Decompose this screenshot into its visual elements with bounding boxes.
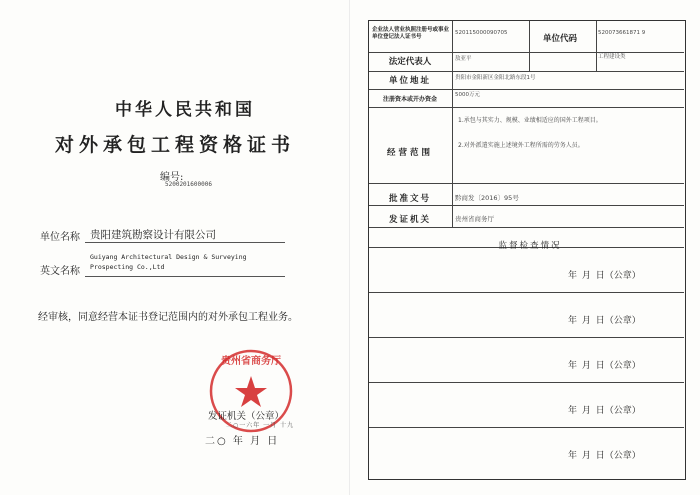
table-divider bbox=[369, 427, 684, 428]
table-divider bbox=[369, 227, 684, 228]
table-divider bbox=[369, 107, 684, 108]
scope-item: 1.承包与其实力、规模、业绩相适应的国外工程项目。 bbox=[458, 117, 602, 124]
svg-text:贵州省商务厅: 贵州省商务厅 bbox=[221, 356, 281, 367]
english-name-value: Guiyang Architectural Design & Surveying Prospecting Co.,Ltd bbox=[90, 253, 247, 271]
unit-name-underline bbox=[85, 242, 285, 243]
unit-code-label: 单位代码 bbox=[542, 34, 577, 44]
check-date-row: 年 月 日（公章） bbox=[568, 451, 641, 461]
check-date-row: 年 月 日（公章） bbox=[568, 361, 641, 371]
table-divider bbox=[369, 52, 684, 53]
reg-number-value: 520115000090705 bbox=[455, 30, 508, 36]
unit-name-value: 贵阳建筑勘察设计有限公司 bbox=[90, 229, 216, 241]
certificate-title: 对外承包工程资格证书 bbox=[54, 134, 295, 156]
capital-label: 注册资本或开办资金 bbox=[382, 96, 437, 103]
legal-rep-value: 敖亚平 bbox=[455, 56, 472, 62]
table-divider bbox=[369, 337, 684, 338]
scope-label: 经营范围 bbox=[386, 148, 433, 158]
issuer-label: 发证机关（公章） bbox=[208, 411, 285, 422]
table-divider bbox=[369, 205, 684, 206]
capital-value: 5000万元 bbox=[455, 92, 480, 98]
table-divider bbox=[369, 71, 684, 72]
address-label: 单位地址 bbox=[388, 76, 431, 86]
table-divider bbox=[369, 292, 684, 293]
table-divider bbox=[596, 21, 597, 71]
unit-type-value: 工程建设类 bbox=[598, 54, 626, 60]
scope-item: 2.对外派遣实施上述境外工程所需的劳务人员。 bbox=[458, 142, 584, 149]
check-date-row: 年 月 日（公章） bbox=[568, 271, 641, 281]
unit-code-value: 520073661871 9 bbox=[598, 30, 646, 36]
table-divider bbox=[369, 183, 684, 184]
issuing-authority-value: 贵州省商务厅 bbox=[455, 215, 494, 223]
certificate-title-country: 中华人民共和国 bbox=[115, 100, 255, 120]
legal-rep-label: 法定代表人 bbox=[388, 57, 432, 67]
unit-name-label: 单位名称 bbox=[40, 232, 80, 243]
check-date-row: 年 月 日（公章） bbox=[568, 406, 641, 416]
number-label: 编号: bbox=[160, 172, 184, 183]
english-name-underline bbox=[85, 276, 285, 277]
english-name-label: 英文名称 bbox=[40, 266, 80, 277]
table-divider bbox=[529, 21, 530, 71]
check-date-row: 年 月 日（公章） bbox=[568, 316, 641, 326]
supervision-title: 监督检查情况 bbox=[498, 241, 562, 251]
table-divider bbox=[369, 89, 684, 90]
number-value: 5200201600006 bbox=[165, 181, 212, 188]
handwritten-date: 二○一六年 一月 十九 bbox=[226, 422, 295, 429]
issuing-authority-label: 发证机关 bbox=[388, 215, 431, 225]
approval-statement: 经审核，同意经营本证书登记范围内的对外承包工程业务。 bbox=[38, 312, 298, 323]
table-divider bbox=[369, 382, 684, 383]
issue-date-line: 二○ 年 月 日 bbox=[205, 436, 280, 447]
address-value: 贵阳市金阳新区金阳北路东段1号 bbox=[455, 75, 536, 81]
table-divider bbox=[452, 21, 453, 227]
reg-number-label: 企业法人营业执照注册号或事业单位登记法人证书号 bbox=[372, 27, 450, 40]
approval-value: 黔商发〔2016〕95号 bbox=[455, 194, 519, 202]
approval-label: 批准文号 bbox=[388, 194, 431, 204]
